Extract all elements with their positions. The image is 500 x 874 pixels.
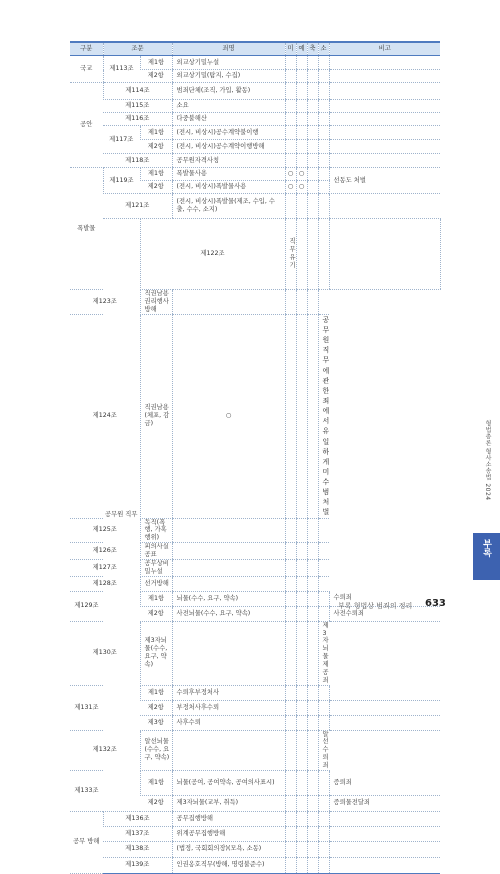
attempt-mark — [285, 811, 296, 826]
crime-name-cell: 외교상기밀(탐지, 수집) — [172, 70, 285, 83]
sentence-mark — [307, 559, 318, 576]
sentence-mark — [307, 543, 318, 560]
article-cell: 제128조 — [70, 576, 140, 591]
sentence-mark — [318, 685, 329, 700]
header-remarks: 비고 — [329, 42, 440, 56]
crime-name-cell: 위계공무집행방해 — [172, 826, 285, 841]
category-cell: 공무원 직무 — [103, 219, 140, 812]
remarks-cell — [329, 811, 440, 826]
attempt-mark — [285, 700, 296, 715]
attempt-mark — [285, 194, 296, 219]
sentence-mark — [307, 621, 318, 685]
sentence-mark — [329, 219, 440, 290]
preparation-mark — [296, 113, 307, 126]
preparation-mark — [296, 826, 307, 841]
remarks-cell — [329, 70, 440, 83]
table-row — [70, 811, 440, 826]
paragraph-cell: 제1항 — [140, 770, 172, 795]
table-row — [70, 126, 440, 140]
crime-name-cell: 사전뇌물(수수, 요구, 약속) — [172, 606, 285, 621]
attempt-mark — [285, 100, 296, 113]
conspiracy-mark — [307, 168, 318, 181]
header-article: 조문 — [103, 42, 172, 56]
remarks-cell: 알선수뢰죄 — [318, 730, 329, 770]
attempt-mark — [285, 140, 296, 154]
attempt-mark — [285, 56, 296, 70]
attempt-mark — [172, 543, 285, 560]
conspiracy-mark — [296, 621, 307, 685]
crime-name-cell: (법정, 국회회의장)(모욕, 소동) — [172, 841, 285, 857]
article-cell: 제119조 — [103, 168, 140, 194]
preparation-mark: ○ — [296, 168, 307, 181]
preparation-mark — [296, 685, 307, 700]
preparation-mark — [296, 811, 307, 826]
crime-name-cell: (전시, 비상시)폭발물(제조, 수입, 수출, 수수, 소지) — [172, 194, 285, 219]
remarks-cell — [329, 841, 440, 857]
preparation-mark — [285, 621, 296, 685]
crime-name-cell: 직무유기 — [285, 219, 296, 290]
preparation-mark — [296, 100, 307, 113]
page-number: 633 — [425, 598, 446, 609]
remarks-cell — [329, 140, 440, 154]
crime-name-cell: 제3자뇌물(교부, 취득) — [172, 795, 285, 811]
crime-name-cell: 제3자뇌물(수수, 요구, 약속) — [140, 621, 172, 685]
table-row — [70, 219, 440, 290]
preparation-mark — [296, 857, 307, 873]
conspiracy-mark — [307, 770, 318, 795]
sentence-mark — [318, 168, 329, 181]
paragraph-cell: 제2항 — [140, 70, 172, 83]
crime-table — [70, 41, 440, 874]
attempt-mark — [296, 219, 307, 290]
paragraph-cell: 제2항 — [140, 606, 172, 621]
crime-name-cell: 알선뇌물(수수, 요구, 약속) — [140, 730, 172, 770]
conspiracy-mark — [296, 576, 307, 591]
conspiracy-mark — [307, 811, 318, 826]
sentence-mark — [318, 194, 329, 219]
sentence-mark — [318, 83, 329, 100]
paragraph-cell: 제1항 — [140, 126, 172, 140]
preparation-mark — [296, 795, 307, 811]
attempt-mark — [285, 113, 296, 126]
preparation-mark — [285, 576, 296, 591]
paragraph-cell: 제2항 — [140, 140, 172, 154]
article-cell: 제126조 — [70, 543, 140, 560]
sentence-mark — [318, 857, 329, 873]
category-cell: 공무 방해 — [70, 811, 103, 873]
remarks-cell — [329, 826, 440, 841]
attempt-mark — [285, 685, 296, 700]
attempt-mark — [285, 591, 296, 606]
table-row — [70, 576, 440, 591]
remarks-cell — [329, 83, 440, 100]
remarks-cell — [318, 518, 329, 543]
conspiracy-mark — [307, 685, 318, 700]
conspiracy-mark — [296, 730, 307, 770]
attempt-mark — [285, 715, 296, 730]
remarks-cell: 제3자뇌물제공죄 — [318, 621, 329, 685]
preparation-mark — [285, 559, 296, 576]
conspiracy-mark — [307, 181, 318, 194]
crime-name-cell: 폭발물사용 — [172, 168, 285, 181]
crime-name-cell: 다중불해산 — [172, 113, 285, 126]
conspiracy-mark — [307, 154, 318, 168]
attempt-mark — [285, 826, 296, 841]
preparation-mark — [285, 730, 296, 770]
conspiracy-mark — [296, 290, 307, 315]
paragraph-cell: 제1항 — [140, 168, 172, 181]
crime-name-cell: 소요 — [172, 100, 285, 113]
article-cell: 제118조 — [103, 154, 172, 168]
remarks-cell — [329, 56, 440, 70]
paragraph-cell: 제2항 — [140, 700, 172, 715]
paragraph-cell: 제3항 — [140, 715, 172, 730]
table-row — [70, 518, 440, 543]
paragraph-cell: 제2항 — [140, 181, 172, 194]
article-cell: 제127조 — [70, 559, 140, 576]
remarks-cell — [329, 100, 440, 113]
appendix-tab-label: 부록 — [481, 539, 491, 557]
preparation-mark — [296, 700, 307, 715]
attempt-mark — [172, 518, 285, 543]
preparation-mark — [296, 140, 307, 154]
sentence-mark — [318, 100, 329, 113]
crime-name-cell: 인권옹호직무(방해, 명령불준수) — [172, 857, 285, 873]
crime-name-cell: 직권남용권리행사방해 — [140, 290, 172, 315]
sentence-mark — [307, 314, 318, 518]
preparation-mark — [296, 70, 307, 83]
sentence-mark — [318, 841, 329, 857]
preparation-mark — [296, 154, 307, 168]
category-cell: 공안 — [70, 83, 103, 168]
attempt-mark — [172, 576, 285, 591]
sentence-mark — [318, 795, 329, 811]
article-cell: 제121조 — [103, 194, 172, 219]
sentence-mark — [318, 826, 329, 841]
crime-name-cell: 피의사실공표 — [140, 543, 172, 560]
crime-name-cell: 직권남용(체포, 감금) — [140, 314, 172, 518]
preparation-mark — [285, 314, 296, 518]
remarks-cell: 선동도 처벌 — [329, 168, 440, 194]
attempt-mark — [285, 70, 296, 83]
table-row — [70, 730, 440, 770]
remarks-cell — [329, 715, 440, 730]
conspiracy-mark — [307, 194, 318, 219]
remarks-cell — [318, 290, 329, 315]
article-cell: 제123조 — [70, 290, 140, 315]
remarks-cell — [318, 576, 329, 591]
remarks-cell — [329, 194, 440, 219]
sentence-mark — [307, 518, 318, 543]
conspiracy-mark — [296, 314, 307, 518]
paragraph-cell: 제1항 — [140, 56, 172, 70]
attempt-mark — [172, 730, 285, 770]
crime-name-cell: 공무집행방해 — [172, 811, 285, 826]
remarks-cell: 공무원 직무에 관한 죄에서 유일하게 미수범 처벌 — [318, 314, 329, 518]
table-row — [70, 113, 440, 126]
table-row — [70, 100, 440, 113]
crime-name-cell: 수뢰후부정처사 — [172, 685, 285, 700]
remarks-cell — [318, 559, 329, 576]
attempt-mark: ○ — [285, 181, 296, 194]
conspiracy-mark — [307, 795, 318, 811]
appendix-tab — [473, 533, 500, 580]
conspiracy-mark — [307, 826, 318, 841]
remarks-cell — [329, 857, 440, 873]
attempt-mark — [172, 290, 285, 315]
sentence-mark — [318, 56, 329, 70]
article-cell: 제131조 — [70, 685, 103, 730]
sentence-mark — [318, 154, 329, 168]
article-cell: 제137조 — [103, 826, 172, 841]
crime-name-cell: 공무상비밀누설 — [140, 559, 172, 576]
crime-name-cell: 부정처사후수뢰 — [172, 700, 285, 715]
preparation-mark — [285, 290, 296, 315]
remarks-cell — [329, 685, 440, 700]
attempt-mark — [172, 621, 285, 685]
sentence-mark — [307, 730, 318, 770]
crime-name-cell: 뇌물(수수, 요구, 약속) — [172, 591, 285, 606]
category-cell: 국교 — [70, 56, 103, 83]
article-cell: 제116조 — [103, 113, 172, 126]
sentence-mark — [318, 70, 329, 83]
crime-name-cell: 사후수뢰 — [172, 715, 285, 730]
crime-name-cell: 뇌물(공여, 공여약속, 공여의사표시) — [172, 770, 285, 795]
sentence-mark — [318, 113, 329, 126]
conspiracy-mark — [296, 543, 307, 560]
crime-name-cell: 범죄단체(조직, 가입, 활동) — [172, 83, 285, 100]
crime-name-cell: 외교상기밀누설 — [172, 56, 285, 70]
table-row — [70, 826, 440, 841]
preparation-mark — [296, 841, 307, 857]
table-row — [70, 841, 440, 857]
conspiracy-mark — [307, 591, 318, 606]
preparation-mark: ○ — [296, 181, 307, 194]
table-row — [70, 83, 440, 100]
attempt-mark — [285, 154, 296, 168]
preparation-mark — [296, 715, 307, 730]
article-cell: 제139조 — [103, 857, 172, 873]
conspiracy-mark — [307, 100, 318, 113]
sentence-mark — [318, 126, 329, 140]
conspiracy-mark — [307, 140, 318, 154]
preparation-mark — [285, 543, 296, 560]
preparation-mark — [296, 194, 307, 219]
article-cell: 제117조 — [103, 126, 140, 154]
remarks-cell: 증뢰물전달죄 — [329, 795, 440, 811]
preparation-mark — [296, 126, 307, 140]
conspiracy-mark — [307, 841, 318, 857]
sentence-mark — [307, 290, 318, 315]
conspiracy-mark — [307, 83, 318, 100]
crime-name-cell: (전시, 비상시)공수계약이행방해 — [172, 140, 285, 154]
footer-text: 부록 형법상 범죄의 정리 — [338, 602, 413, 610]
sentence-mark — [318, 715, 329, 730]
conspiracy-mark — [318, 219, 329, 290]
conspiracy-mark — [307, 700, 318, 715]
conspiracy-mark — [307, 113, 318, 126]
article-cell: 제114조 — [103, 83, 172, 100]
article-cell: 제122조 — [140, 219, 285, 290]
conspiracy-mark — [296, 559, 307, 576]
table-row — [70, 857, 440, 873]
header-crime: 죄명 — [172, 42, 285, 56]
crime-name-cell: (전시, 비상시)폭발물사용 — [172, 181, 285, 194]
conspiracy-mark — [296, 518, 307, 543]
remarks-cell — [329, 126, 440, 140]
sentence-mark — [318, 140, 329, 154]
table-row — [70, 559, 440, 576]
conspiracy-mark — [307, 857, 318, 873]
conspiracy-mark — [307, 715, 318, 730]
conspiracy-mark — [307, 56, 318, 70]
sentence-mark — [318, 181, 329, 194]
article-cell: 제124조 — [70, 314, 140, 518]
table-row — [70, 154, 440, 168]
conspiracy-mark — [307, 70, 318, 83]
article-cell: 제130조 — [70, 621, 140, 685]
preparation-mark — [285, 518, 296, 543]
preparation-mark — [296, 770, 307, 795]
attempt-mark: ○ — [172, 314, 285, 518]
remarks-cell: 증뢰죄 — [329, 770, 440, 795]
attempt-mark — [285, 83, 296, 100]
header-preparation: 예 — [296, 42, 307, 56]
article-cell: 제132조 — [70, 730, 140, 770]
sentence-mark — [318, 811, 329, 826]
crime-name-cell: 독직(폭행, 가혹행위) — [140, 518, 172, 543]
table-row — [70, 543, 440, 560]
attempt-mark — [172, 559, 285, 576]
preparation-mark — [296, 591, 307, 606]
article-cell: 제136조 — [103, 811, 172, 826]
header-category: 구분 — [70, 42, 103, 56]
remarks-cell — [329, 113, 440, 126]
attempt-mark — [285, 841, 296, 857]
remarks-cell — [318, 543, 329, 560]
sentence-mark — [318, 700, 329, 715]
sentence-mark — [307, 576, 318, 591]
preparation-mark — [307, 219, 318, 290]
header-sentence: 소 — [318, 42, 329, 56]
crime-name-cell: 선거방해 — [140, 576, 172, 591]
crime-name-cell: (전시, 비상시)공수계약불이행 — [172, 126, 285, 140]
paragraph-cell: 제1항 — [140, 685, 172, 700]
article-cell: 제115조 — [103, 100, 172, 113]
paragraph-cell: 제1항 — [140, 591, 172, 606]
table-row — [70, 194, 440, 219]
conspiracy-mark — [307, 126, 318, 140]
table-row — [70, 314, 440, 518]
table-row — [70, 56, 440, 70]
article-cell: 제138조 — [103, 841, 172, 857]
category-cell: 폭발물 — [70, 168, 103, 290]
table-header — [70, 42, 440, 56]
remarks-cell — [329, 700, 440, 715]
crime-name-cell: 공무원자격사칭 — [172, 154, 285, 168]
article-cell: 제133조 — [70, 770, 103, 811]
side-book-title: 형법총론 형사소송법 2024 — [484, 420, 491, 501]
attempt-mark — [285, 126, 296, 140]
table-row — [70, 168, 440, 181]
article-cell: 제125조 — [70, 518, 140, 543]
paragraph-cell: 제2항 — [140, 795, 172, 811]
article-cell: 제113조 — [103, 56, 140, 83]
preparation-mark — [296, 83, 307, 100]
article-cell: 제129조 — [70, 591, 103, 621]
attempt-mark — [285, 857, 296, 873]
preparation-mark — [296, 56, 307, 70]
table-row — [70, 621, 440, 685]
attempt-mark — [285, 795, 296, 811]
header-conspiracy: 축 — [307, 42, 318, 56]
sentence-mark — [318, 770, 329, 795]
attempt-mark: ○ — [285, 168, 296, 181]
remarks-cell: 사전수뢰죄 — [329, 606, 440, 621]
attempt-mark — [285, 770, 296, 795]
sentence-mark — [318, 591, 329, 606]
remarks-cell: 수뢰죄 — [329, 591, 440, 606]
header-attempt: 미 — [285, 42, 296, 56]
table-row — [70, 290, 440, 315]
remarks-cell — [329, 154, 440, 168]
